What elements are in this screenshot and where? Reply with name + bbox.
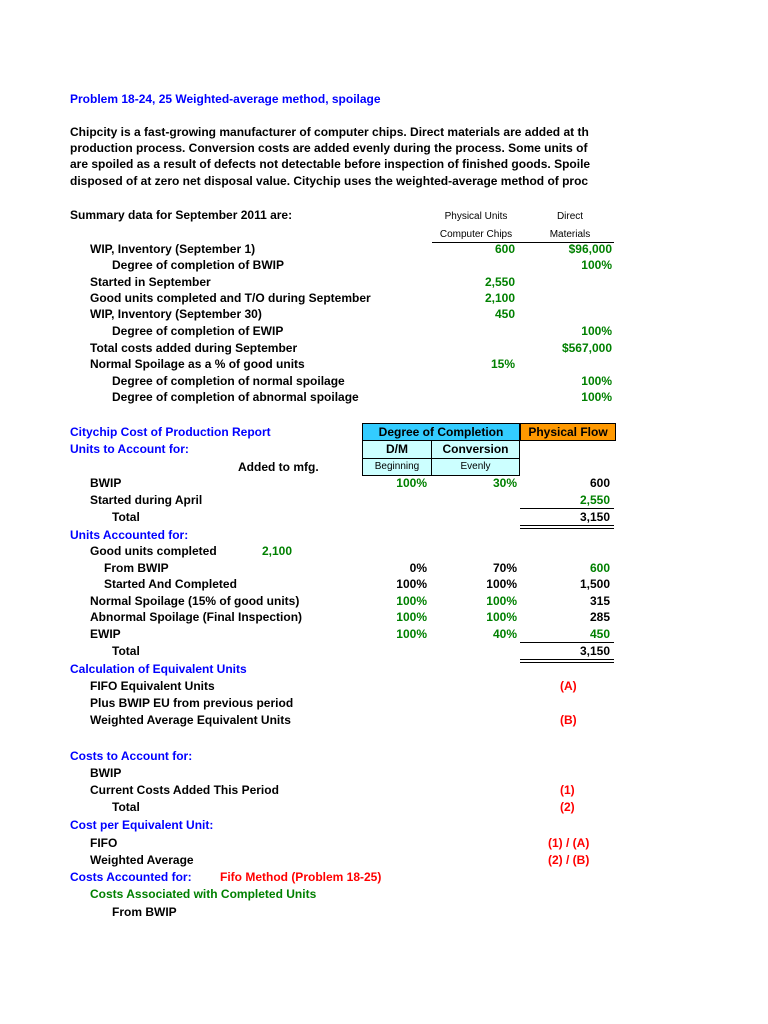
good-units-value: 2,100 xyxy=(262,544,293,558)
bwip-label: BWIP xyxy=(90,476,122,490)
summary-direct: 100% xyxy=(581,324,612,338)
accounted-row-conv: 100% xyxy=(486,577,517,591)
accounted-row-label: From BWIP xyxy=(104,561,169,575)
summary-label: Total costs added during September xyxy=(90,341,298,355)
units-to-account-heading: Units to Account for: xyxy=(70,442,189,456)
from-bwip-label: From BWIP xyxy=(112,905,177,919)
summary-label: Degree of completion of normal spoilage xyxy=(112,374,345,388)
plus-bwip-label: Plus BWIP EU from previous period xyxy=(90,696,294,710)
wa-eu-label: Weighted Average Equivalent Units xyxy=(90,713,291,727)
col-direct-header-1: Direct xyxy=(556,211,584,222)
summary-physical: 2,550 xyxy=(484,275,515,289)
intro-line-2: production process. Conversion costs are added evenly during the process. Some units of xyxy=(70,141,588,155)
summary-direct: 100% xyxy=(581,390,612,404)
intro-line-4: disposed of at zero net disposal value. Citychip uses the weighted-average method of proc xyxy=(70,174,589,188)
cost-bwip-label: BWIP xyxy=(90,766,122,780)
summary-direct: $567,000 xyxy=(561,341,612,355)
good-units-label: Good units completed xyxy=(90,544,217,558)
intro-line-3: are spoiled as a result of defects not detectable before inspection of finished goods. Spoile xyxy=(70,157,591,171)
accounted-row-dm: 100% xyxy=(396,594,427,608)
summary-physical: 15% xyxy=(490,357,515,371)
intro-line-1: Chipcity is a fast-growing manufacturer of computer chips. Direct materials are added at th xyxy=(70,125,589,139)
accounted-row-label: EWIP xyxy=(90,627,121,641)
accounted-row-phys: 600 xyxy=(589,561,610,575)
accounted-row-conv: 70% xyxy=(492,561,517,575)
dm-subheader: Beginning xyxy=(362,458,432,476)
fifo-eu-label: FIFO Equivalent Units xyxy=(90,679,215,693)
fifo-eu-note: (A) xyxy=(560,679,577,693)
calc-eu-heading: Calculation of Equivalent Units xyxy=(70,662,247,676)
cost-total-label: Total xyxy=(112,800,140,814)
degree-of-completion-header: Degree of Completion xyxy=(362,423,520,441)
accounted-row-phys: 450 xyxy=(589,627,610,641)
dm-header: D/M xyxy=(362,440,432,459)
costs-completed-label: Costs Associated with Completed Units xyxy=(90,887,317,901)
units-accounted-heading: Units Accounted for: xyxy=(70,528,189,542)
bwip-phys: 600 xyxy=(589,476,610,490)
added-to-mfg-label: Added to mfg. xyxy=(238,460,319,474)
cost-per-eu-heading: Cost per Equivalent Unit: xyxy=(70,818,214,832)
summary-direct: $96,000 xyxy=(568,242,612,256)
cost-current-label: Current Costs Added This Period xyxy=(90,783,279,797)
accounted-row-dm: 0% xyxy=(409,561,427,575)
costs-accounted-heading: Costs Accounted for: xyxy=(70,870,192,884)
summary-label: Good units completed and T/O during September xyxy=(90,291,371,305)
wa-eu-note: (B) xyxy=(560,713,577,727)
accounted-row-phys: 285 xyxy=(589,610,610,624)
total-phys: 3,150 xyxy=(579,510,610,524)
costs-to-account-heading: Costs to Account for: xyxy=(70,749,193,763)
physical-flow-header: Physical Flow xyxy=(520,423,616,441)
conversion-header: Conversion xyxy=(431,440,520,459)
started-phys: 2,550 xyxy=(579,493,610,507)
accounted-row-label: Abnormal Spoilage (Final Inspection) xyxy=(90,610,303,624)
col-physical-header-2: Computer Chips xyxy=(439,229,513,240)
accounted-row-phys: 1,500 xyxy=(579,577,610,591)
cpeu-fifo-note: (1) / (A) xyxy=(548,836,590,850)
summary-label: Normal Spoilage as a % of good units xyxy=(90,357,305,371)
summary-label: WIP, Inventory (September 1) xyxy=(90,242,256,256)
cpeu-wa-label: Weighted Average xyxy=(90,853,194,867)
cpeu-fifo-label: FIFO xyxy=(90,836,118,850)
started-label: Started during April xyxy=(90,493,203,507)
cpeu-wa-note: (2) / (B) xyxy=(548,853,590,867)
accounted-row-conv: 100% xyxy=(486,594,517,608)
bwip-conv: 30% xyxy=(492,476,517,490)
fifo-method-label: Fifo Method (Problem 18-25) xyxy=(220,870,382,884)
col-direct-header-2: Materials xyxy=(549,229,591,240)
cost-total-note: (2) xyxy=(560,800,575,814)
summary-physical: 2,100 xyxy=(484,291,515,305)
summary-direct: 100% xyxy=(581,374,612,388)
report-title: Citychip Cost of Production Report xyxy=(70,425,271,439)
total-phys: 3,150 xyxy=(579,644,610,658)
accounted-row-phys: 315 xyxy=(589,594,610,608)
cost-current-note: (1) xyxy=(560,783,575,797)
accounted-row-conv: 100% xyxy=(486,610,517,624)
accounted-row-conv: 40% xyxy=(492,627,517,641)
accounted-row-label: Normal Spoilage (15% of good units) xyxy=(90,594,300,608)
bwip-dm: 100% xyxy=(396,476,427,490)
accounted-row-label: Started And Completed xyxy=(104,577,237,591)
accounted-row-dm: 100% xyxy=(396,610,427,624)
accounted-row-dm: 100% xyxy=(396,627,427,641)
summary-label: Started in September xyxy=(90,275,211,289)
summary-physical: 450 xyxy=(494,307,515,321)
total-label: Total xyxy=(112,644,140,658)
summary-heading: Summary data for September 2011 are: xyxy=(70,208,293,222)
total-label: Total xyxy=(112,510,140,524)
summary-label: WIP, Inventory (September 30) xyxy=(90,307,262,321)
summary-label: Degree of completion of BWIP xyxy=(112,258,285,272)
conversion-subheader: Evenly xyxy=(431,458,520,476)
summary-label: Degree of completion of abnormal spoilage xyxy=(112,390,359,404)
accounted-row-dm: 100% xyxy=(396,577,427,591)
col-physical-header-1: Physical Units xyxy=(444,211,508,222)
problem-title: Problem 18-24, 25 Weighted-average method, spoilage xyxy=(70,92,381,106)
summary-direct: 100% xyxy=(581,258,612,272)
summary-physical: 600 xyxy=(494,242,515,256)
summary-label: Degree of completion of EWIP xyxy=(112,324,284,338)
